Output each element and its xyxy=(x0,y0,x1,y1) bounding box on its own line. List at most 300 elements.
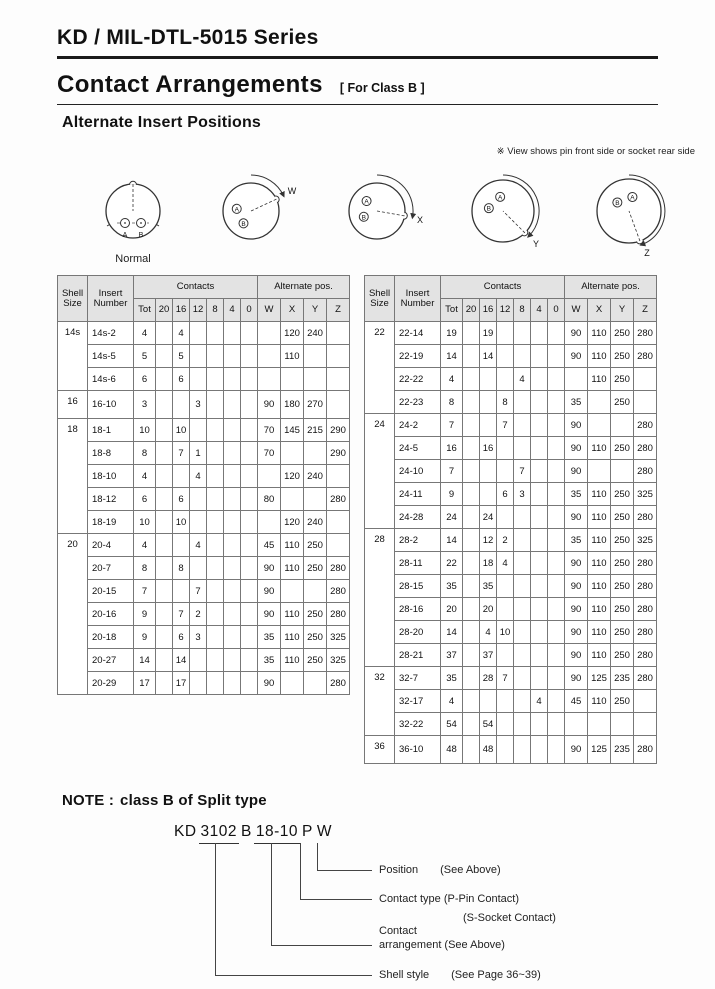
table-cell xyxy=(531,552,548,575)
table-cell xyxy=(531,483,548,506)
table-row xyxy=(58,488,350,511)
table-cell: 7 xyxy=(497,414,514,437)
table-cell xyxy=(224,557,241,580)
shell-size-cell: 36 xyxy=(365,736,395,764)
table-cell xyxy=(224,368,241,391)
table-row xyxy=(58,672,350,695)
table-cell: 9 xyxy=(441,483,463,506)
table-cell: 240 xyxy=(304,511,327,534)
diagram-position-y xyxy=(461,163,553,259)
table-cell xyxy=(190,649,207,672)
table-cell xyxy=(241,580,258,603)
table-cell xyxy=(611,460,634,483)
table-cell xyxy=(156,534,173,557)
table-cell xyxy=(514,345,531,368)
shell-size-cell: 14s xyxy=(58,322,88,391)
table-cell: 110 xyxy=(281,603,304,626)
contact-a-label: A xyxy=(364,198,369,206)
insert-number-cell: 18-8 xyxy=(88,442,134,465)
shell-size-cell: 20 xyxy=(58,534,88,695)
table-cell: 110 xyxy=(588,621,611,644)
table-cell xyxy=(531,598,548,621)
table-cell: 235 xyxy=(611,736,634,764)
insert-number-cell: 22-19 xyxy=(395,345,441,368)
table-cell: 180 xyxy=(281,391,304,419)
table-cell: 325 xyxy=(634,483,657,506)
table-row xyxy=(58,626,350,649)
table-cell xyxy=(281,672,304,695)
table-cell xyxy=(548,345,565,368)
table-cell xyxy=(327,391,350,419)
insert-number-cell: 28-21 xyxy=(395,644,441,667)
insert-number-cell: 22-22 xyxy=(395,368,441,391)
table-cell: 280 xyxy=(634,667,657,690)
table-cell xyxy=(224,488,241,511)
table-cell xyxy=(514,690,531,713)
table-cell xyxy=(241,672,258,695)
subcol-tot: Tot xyxy=(441,299,463,322)
table-cell: 16 xyxy=(441,437,463,460)
table-row xyxy=(365,529,657,552)
insert-number-cell: 20-16 xyxy=(88,603,134,626)
insert-number-cell: 24-5 xyxy=(395,437,441,460)
table-row xyxy=(365,713,657,736)
table-cell xyxy=(634,391,657,414)
table-cell xyxy=(463,506,480,529)
table-cell xyxy=(548,529,565,552)
table-cell xyxy=(463,736,480,764)
table-cell: 8 xyxy=(134,557,156,580)
table-cell xyxy=(281,442,304,465)
table-cell: 240 xyxy=(304,322,327,345)
table-cell: 28 xyxy=(480,667,497,690)
table-cell: 8 xyxy=(134,442,156,465)
table-cell: 4 xyxy=(134,465,156,488)
table-cell: 145 xyxy=(281,419,304,442)
table-cell: 10 xyxy=(497,621,514,644)
table-cell: 290 xyxy=(327,442,350,465)
table-cell: 9 xyxy=(134,603,156,626)
shell-size-cell: 28 xyxy=(365,529,395,667)
table-cell: 250 xyxy=(611,506,634,529)
table-cell: 325 xyxy=(327,649,350,672)
pn-series: KD xyxy=(174,823,197,840)
table-cell xyxy=(514,529,531,552)
table-row xyxy=(58,391,350,419)
table-cell xyxy=(463,368,480,391)
subcol-4: 4 xyxy=(531,299,548,322)
table-cell: 90 xyxy=(565,575,588,598)
insert-number-cell: 14s-6 xyxy=(88,368,134,391)
table-cell xyxy=(463,529,480,552)
table-cell: 4 xyxy=(441,690,463,713)
table-cell xyxy=(548,414,565,437)
table-cell: 280 xyxy=(634,414,657,437)
insert-number-cell: 18-1 xyxy=(88,419,134,442)
table-cell: 6 xyxy=(134,368,156,391)
table-cell xyxy=(224,465,241,488)
table-cell xyxy=(156,557,173,580)
table-cell xyxy=(531,644,548,667)
table-cell: 90 xyxy=(258,580,281,603)
table-cell xyxy=(173,580,190,603)
table-cell: 90 xyxy=(258,603,281,626)
pn-class: B xyxy=(241,823,252,840)
table-cell: 7 xyxy=(190,580,207,603)
table-cell: 250 xyxy=(304,557,327,580)
table-header-row xyxy=(365,276,657,299)
table-cell xyxy=(224,603,241,626)
table-row xyxy=(58,603,350,626)
table-cell xyxy=(463,437,480,460)
connector-y-icon xyxy=(461,163,553,259)
table-cell: 7 xyxy=(441,460,463,483)
table-cell xyxy=(514,736,531,764)
table-cell: 70 xyxy=(258,419,281,442)
table-cell xyxy=(156,322,173,345)
subcol-8: 8 xyxy=(207,299,224,322)
table-cell xyxy=(207,580,224,603)
table-cell: 110 xyxy=(588,552,611,575)
insert-number-cell: 22-14 xyxy=(395,322,441,345)
insert-number-cell: 28-2 xyxy=(395,529,441,552)
table-cell: 7 xyxy=(497,667,514,690)
table-cell: 90 xyxy=(565,644,588,667)
table-cell xyxy=(304,580,327,603)
table-cell: 280 xyxy=(327,488,350,511)
table-cell: 48 xyxy=(441,736,463,764)
table-cell xyxy=(207,465,224,488)
table-cell: 240 xyxy=(304,465,327,488)
table-row xyxy=(365,552,657,575)
table-cell xyxy=(190,322,207,345)
note-section xyxy=(62,792,695,989)
table-cell xyxy=(548,391,565,414)
table-cell: 35 xyxy=(441,575,463,598)
callout-arrangement-line2: arrangement (See Above) xyxy=(379,939,505,951)
insert-number-cell: 18-10 xyxy=(88,465,134,488)
table-cell: 10 xyxy=(173,419,190,442)
table-cell xyxy=(258,465,281,488)
subcol-0: 0 xyxy=(548,299,565,322)
table-cell: 250 xyxy=(611,621,634,644)
subcol-8: 8 xyxy=(514,299,531,322)
table-cell xyxy=(463,598,480,621)
callout-position-label: Position xyxy=(379,864,419,876)
table-cell xyxy=(531,460,548,483)
table-cell: 35 xyxy=(480,575,497,598)
table-cell xyxy=(480,368,497,391)
insert-number-cell: 20-7 xyxy=(88,557,134,580)
subcol-tot: Tot xyxy=(134,299,156,322)
table-cell xyxy=(173,391,190,419)
table-cell: 235 xyxy=(611,667,634,690)
table-row xyxy=(365,644,657,667)
table-cell: 14 xyxy=(441,345,463,368)
table-cell xyxy=(514,644,531,667)
table-cell: 12 xyxy=(480,529,497,552)
table-row xyxy=(365,690,657,713)
insert-number-cell: 28-11 xyxy=(395,552,441,575)
table-cell xyxy=(565,713,588,736)
insert-number-cell: 20-18 xyxy=(88,626,134,649)
position-z-label: Z xyxy=(644,248,650,258)
table-cell: 280 xyxy=(327,603,350,626)
col-header-shell-size: Shell Size xyxy=(365,276,395,322)
table-cell: 7 xyxy=(173,442,190,465)
table-cell: 6 xyxy=(173,626,190,649)
table-cell xyxy=(548,667,565,690)
insert-number-cell: 14s-5 xyxy=(88,345,134,368)
insert-number-cell: 20-15 xyxy=(88,580,134,603)
connector-x-icon xyxy=(335,163,427,259)
section-class-note: [ For Class B ] xyxy=(339,81,425,95)
callout-shell-style-label: Shell style xyxy=(379,969,430,981)
view-note: ※ View shows pin front side or socket rear side xyxy=(496,146,695,157)
table-cell xyxy=(497,575,514,598)
callout-shell-style-note: (See Page 36~39) xyxy=(451,969,541,981)
table-cell xyxy=(207,672,224,695)
table-cell xyxy=(548,598,565,621)
table-cell xyxy=(497,644,514,667)
table-cell: 4 xyxy=(514,368,531,391)
pn-position: W xyxy=(316,823,333,840)
table-cell: 5 xyxy=(134,345,156,368)
table-cell: 215 xyxy=(304,419,327,442)
callout-shell-style xyxy=(379,968,541,982)
table-cell: 280 xyxy=(634,460,657,483)
table-cell xyxy=(241,368,258,391)
table-cell: 14 xyxy=(441,529,463,552)
table-cell xyxy=(463,345,480,368)
table-cell xyxy=(588,713,611,736)
table-cell: 250 xyxy=(611,690,634,713)
table-row xyxy=(58,534,350,557)
insert-number-cell: 32-17 xyxy=(395,690,441,713)
table-cell: 280 xyxy=(634,437,657,460)
table-cell: 4 xyxy=(531,690,548,713)
table-cell xyxy=(241,465,258,488)
table-cell: 250 xyxy=(611,368,634,391)
table-row xyxy=(365,345,657,368)
table-cell: 70 xyxy=(258,442,281,465)
table-cell: 7 xyxy=(441,414,463,437)
contact-a-label: A xyxy=(234,206,239,214)
table-cell: 48 xyxy=(480,736,497,764)
table-cell: 4 xyxy=(173,322,190,345)
insert-table-left xyxy=(57,275,350,695)
insert-number-cell: 32-7 xyxy=(395,667,441,690)
table-cell xyxy=(304,368,327,391)
table-cell xyxy=(258,368,281,391)
table-cell: 24 xyxy=(441,506,463,529)
table-cell xyxy=(207,603,224,626)
table-cell: 90 xyxy=(565,414,588,437)
table-cell xyxy=(480,391,497,414)
table-cell: 280 xyxy=(327,580,350,603)
table-cell xyxy=(304,488,327,511)
table-cell xyxy=(548,368,565,391)
table-cell: 35 xyxy=(258,626,281,649)
table-cell xyxy=(463,460,480,483)
table-cell: 35 xyxy=(565,483,588,506)
insert-position-diagrams xyxy=(91,163,695,265)
table-cell xyxy=(241,511,258,534)
table-cell xyxy=(304,672,327,695)
table-cell xyxy=(258,322,281,345)
table-cell xyxy=(190,557,207,580)
table-cell xyxy=(190,488,207,511)
insert-number-cell: 18-19 xyxy=(88,511,134,534)
table-cell xyxy=(480,690,497,713)
col-header-alternate-pos: Alternate pos. xyxy=(565,276,657,299)
table-cell: 6 xyxy=(173,368,190,391)
table-row xyxy=(58,368,350,391)
subcol-12: 12 xyxy=(497,299,514,322)
col-header-contacts: Contacts xyxy=(441,276,565,299)
table-cell xyxy=(224,580,241,603)
contact-b-label: B xyxy=(241,220,246,228)
table-cell xyxy=(241,345,258,368)
contact-b-label: B xyxy=(138,232,144,239)
table-row xyxy=(365,437,657,460)
table-cell: 280 xyxy=(634,552,657,575)
table-cell: 3 xyxy=(514,483,531,506)
table-cell: 250 xyxy=(611,391,634,414)
table-cell: 280 xyxy=(634,322,657,345)
table-cell: 35 xyxy=(441,667,463,690)
table-cell xyxy=(281,368,304,391)
part-number xyxy=(172,823,334,844)
table-cell xyxy=(224,345,241,368)
table-cell xyxy=(531,713,548,736)
shell-size-cell: 32 xyxy=(365,667,395,736)
table-cell xyxy=(463,621,480,644)
table-cell xyxy=(514,322,531,345)
table-cell xyxy=(588,414,611,437)
table-cell xyxy=(531,575,548,598)
table-row xyxy=(365,621,657,644)
table-cell xyxy=(190,368,207,391)
table-cell xyxy=(531,621,548,644)
table-cell xyxy=(156,391,173,419)
note-text: class B of Split type xyxy=(120,792,267,809)
table-cell xyxy=(327,534,350,557)
callout-contact-type-line2: (S-Socket Contact) xyxy=(463,912,556,924)
table-row xyxy=(58,511,350,534)
table-cell: 110 xyxy=(588,575,611,598)
contact-b-label: B xyxy=(615,199,620,207)
table-cell: 10 xyxy=(173,511,190,534)
table-cell: 3 xyxy=(190,626,207,649)
table-cell: 4 xyxy=(497,552,514,575)
callout-position-note: (See Above) xyxy=(440,864,501,876)
table-cell: 110 xyxy=(281,557,304,580)
table-cell: 2 xyxy=(190,603,207,626)
table-header-row xyxy=(58,276,350,299)
table-cell xyxy=(207,442,224,465)
insert-number-cell: 32-22 xyxy=(395,713,441,736)
table-cell: 37 xyxy=(480,644,497,667)
table-row xyxy=(365,391,657,414)
subcol-w: W xyxy=(258,299,281,322)
table-cell: 22 xyxy=(441,552,463,575)
table-cell xyxy=(463,690,480,713)
table-cell xyxy=(156,465,173,488)
table-cell: 4 xyxy=(134,322,156,345)
table-cell xyxy=(241,442,258,465)
table-cell xyxy=(327,368,350,391)
table-cell xyxy=(548,736,565,764)
table-cell xyxy=(241,419,258,442)
table-cell xyxy=(304,345,327,368)
table-cell xyxy=(327,345,350,368)
table-cell xyxy=(463,575,480,598)
table-row xyxy=(365,414,657,437)
table-cell: 37 xyxy=(441,644,463,667)
diagram-position-z xyxy=(587,163,679,259)
table-cell xyxy=(224,649,241,672)
table-row xyxy=(58,465,350,488)
table-cell: 110 xyxy=(281,534,304,557)
insert-number-cell: 22-23 xyxy=(395,391,441,414)
table-cell xyxy=(497,506,514,529)
table-cell: 17 xyxy=(134,672,156,695)
table-cell: 90 xyxy=(565,345,588,368)
insert-table-right xyxy=(364,275,657,764)
table-cell: 280 xyxy=(634,736,657,764)
table-cell: 54 xyxy=(441,713,463,736)
table-cell xyxy=(514,414,531,437)
table-cell: 4 xyxy=(441,368,463,391)
table-cell xyxy=(514,437,531,460)
connector-z-icon xyxy=(587,163,679,259)
section-title-text: Contact Arrangements xyxy=(57,71,323,98)
contact-a-label: A xyxy=(122,232,128,239)
table-cell xyxy=(548,437,565,460)
pn-shell-style: 3102 xyxy=(199,823,239,844)
arrangement-tables xyxy=(57,275,695,764)
table-cell xyxy=(156,442,173,465)
table-cell: 250 xyxy=(611,483,634,506)
table-cell xyxy=(463,667,480,690)
table-cell: 250 xyxy=(611,552,634,575)
table-cell: 250 xyxy=(611,598,634,621)
contact-b-label: B xyxy=(486,205,492,213)
table-cell: 250 xyxy=(611,322,634,345)
table-cell: 120 xyxy=(281,511,304,534)
table-cell xyxy=(531,345,548,368)
subsection-title: Alternate Insert Positions xyxy=(62,114,262,131)
callout-line-shell-style xyxy=(215,843,372,976)
table-cell xyxy=(156,488,173,511)
table-cell: 20 xyxy=(480,598,497,621)
table-cell xyxy=(480,414,497,437)
table-cell: 5 xyxy=(173,345,190,368)
table-cell xyxy=(497,368,514,391)
table-cell: 9 xyxy=(134,626,156,649)
table-cell: 325 xyxy=(634,529,657,552)
subcol-x: X xyxy=(588,299,611,322)
table-cell: 19 xyxy=(441,322,463,345)
table-row xyxy=(365,368,657,391)
table-cell xyxy=(531,414,548,437)
table-cell xyxy=(548,644,565,667)
col-header-shell-size: Shell Size xyxy=(58,276,88,322)
table-cell xyxy=(531,391,548,414)
table-cell xyxy=(173,465,190,488)
subcol-z: Z xyxy=(327,299,350,322)
